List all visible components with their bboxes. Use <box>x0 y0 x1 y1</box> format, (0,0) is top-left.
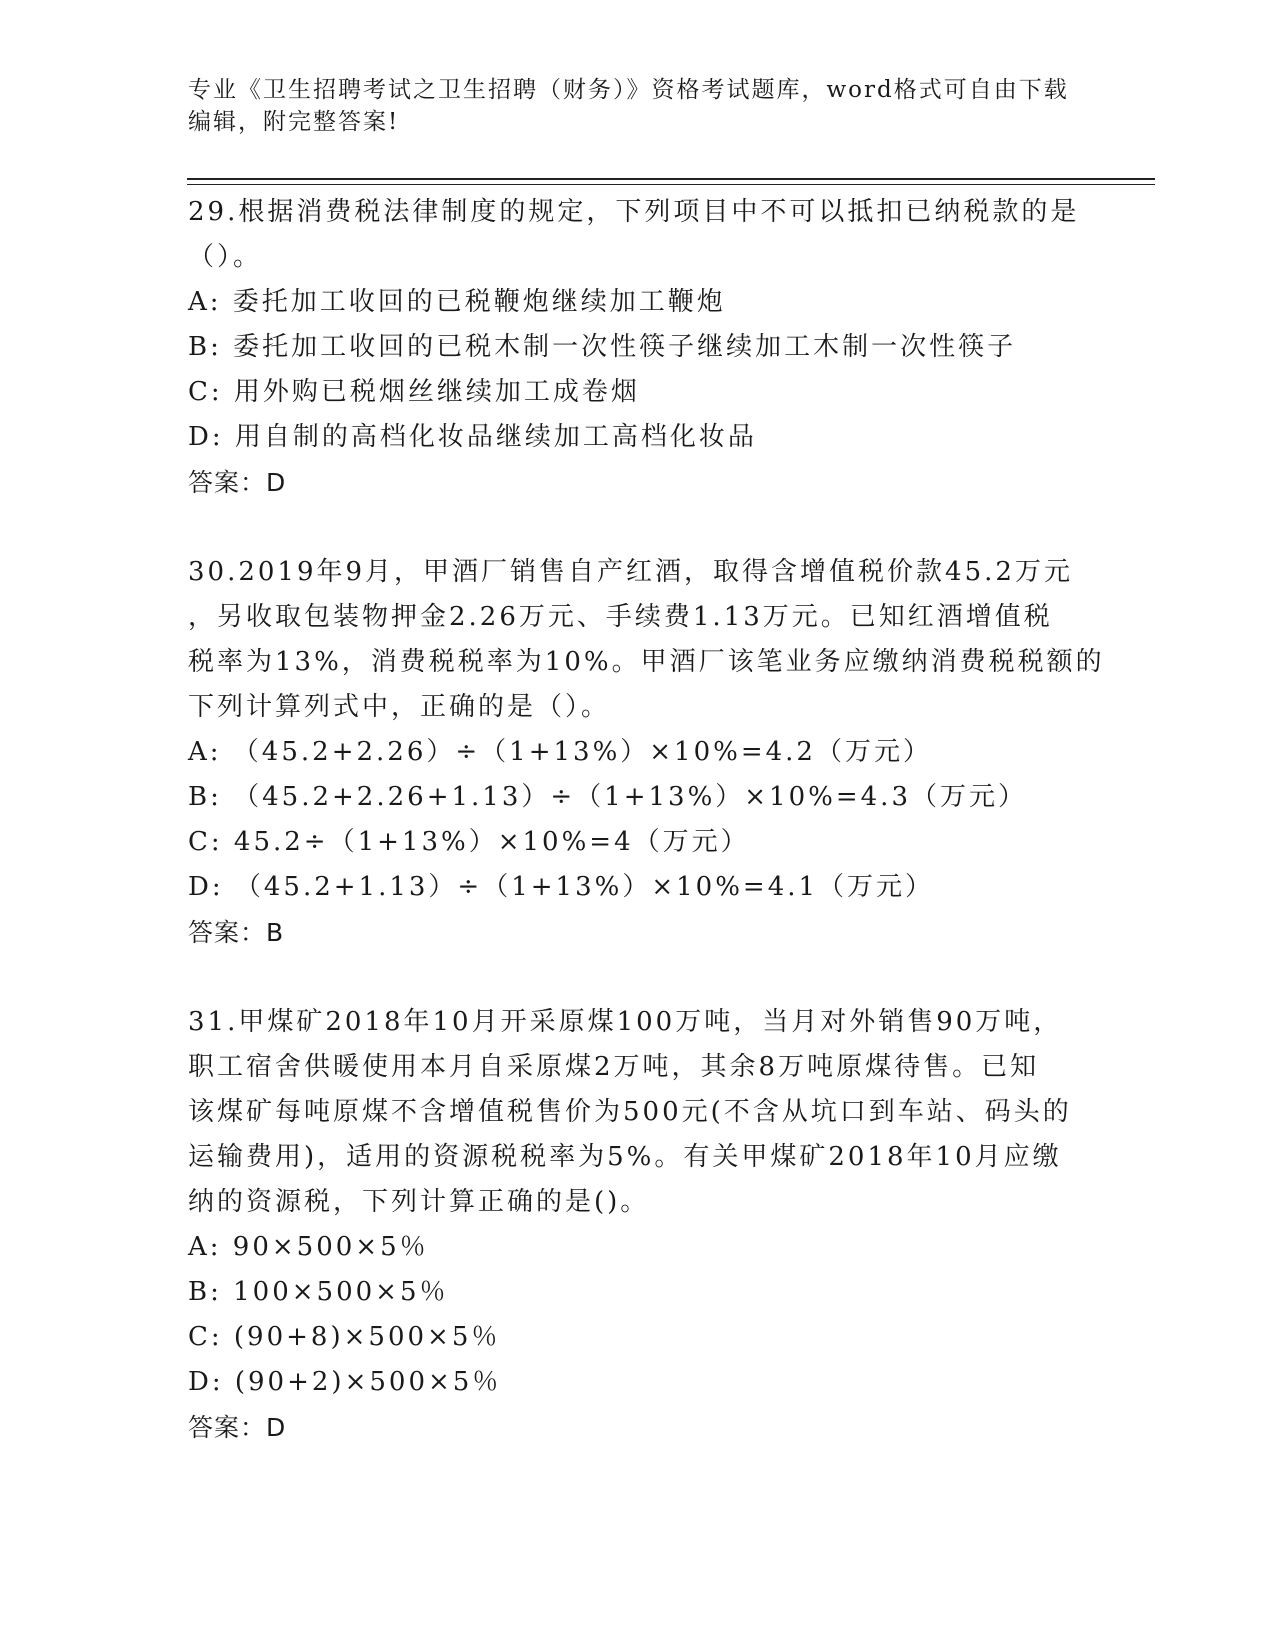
option-b: B: 委托加工收回的已税木制一次性筷子继续加工木制一次性筷子 <box>188 332 1017 362</box>
option-c: C: 用外购已税烟丝继续加工成卷烟 <box>188 377 640 407</box>
question-stem-line: 31.甲煤矿2018年10月开采原煤100万吨，当月对外销售90万吨， <box>188 1007 1063 1037</box>
question-stem-line: 运输费用)，适用的资源税税率为5%。有关甲煤矿2018年10月应缴 <box>188 1142 1062 1172</box>
option-a: A: 90×500×5％ <box>188 1232 429 1262</box>
question-stem-line: 职工宿舍供暖使用本月自采原煤2万吨，其余8万吨原煤待售。已知 <box>188 1052 1040 1082</box>
answer-label: 答案：B <box>188 918 285 947</box>
option-c: C: 45.2÷（1+13%）×10%=4（万元） <box>188 827 750 857</box>
option-c: C: (90+8)×500×5％ <box>188 1322 501 1352</box>
answer-label: 答案：D <box>188 1413 287 1442</box>
option-d: D: （45.2+1.13）÷（1+13%）×10%=4.1（万元） <box>188 872 935 902</box>
option-b: B: 100×500×5％ <box>188 1277 449 1307</box>
spacer <box>188 955 1088 1000</box>
question-29 <box>188 190 1088 505</box>
question-stem-line: 该煤矿每吨原煤不含增值税售价为500元(不含从坑口到车站、码头的 <box>188 1097 1072 1127</box>
question-stem-line: ，另收取包装物押金2.26万元、手续费1.13万元。已知红酒增值税 <box>188 602 1053 632</box>
question-stem-line: 30.2019年9月，甲酒厂销售自产红酒，取得含增值税价款45.2万元 <box>188 557 1073 587</box>
header-divider-thin <box>187 184 1155 185</box>
header-divider-thick <box>187 178 1155 180</box>
header-line-1: 专业《卫生招聘考试之卫生招聘（财务）》资格考试题库，word格式可自由下载 <box>188 77 1069 103</box>
option-d: D: (90+2)×500×5％ <box>188 1367 502 1397</box>
option-a: A: 委托加工收回的已税鞭炮继续加工鞭炮 <box>188 287 726 317</box>
question-list <box>188 190 1105 1450</box>
question-stem-line: 纳的资源税，下列计算正确的是()。 <box>188 1187 650 1217</box>
question-stem-line: 29.根据消费税法律制度的规定，下列项目中不可以抵扣已纳税款的是 <box>188 197 1080 227</box>
answer-label: 答案：D <box>188 468 287 497</box>
question-30 <box>188 550 1105 955</box>
option-a: A: （45.2+2.26）÷（1+13%）×10%=4.2（万元） <box>188 737 932 767</box>
header-line-2: 编辑，附完整答案! <box>188 109 400 135</box>
document-header <box>188 74 1088 138</box>
option-d: D: 用自制的高档化妆品继续加工高档化妆品 <box>188 422 757 452</box>
question-31 <box>188 1000 1088 1450</box>
option-b: B: （45.2+2.26+1.13）÷（1+13%）×10%=4.3（万元） <box>188 782 1027 812</box>
spacer <box>188 505 1088 550</box>
question-stem-line: 税率为13%，消费税税率为10%。甲酒厂该笔业务应缴纳消费税税额的 <box>188 647 1105 677</box>
question-stem-line: （）。 <box>188 242 263 272</box>
question-stem-line: 下列计算列式中，正确的是（）。 <box>188 692 611 722</box>
